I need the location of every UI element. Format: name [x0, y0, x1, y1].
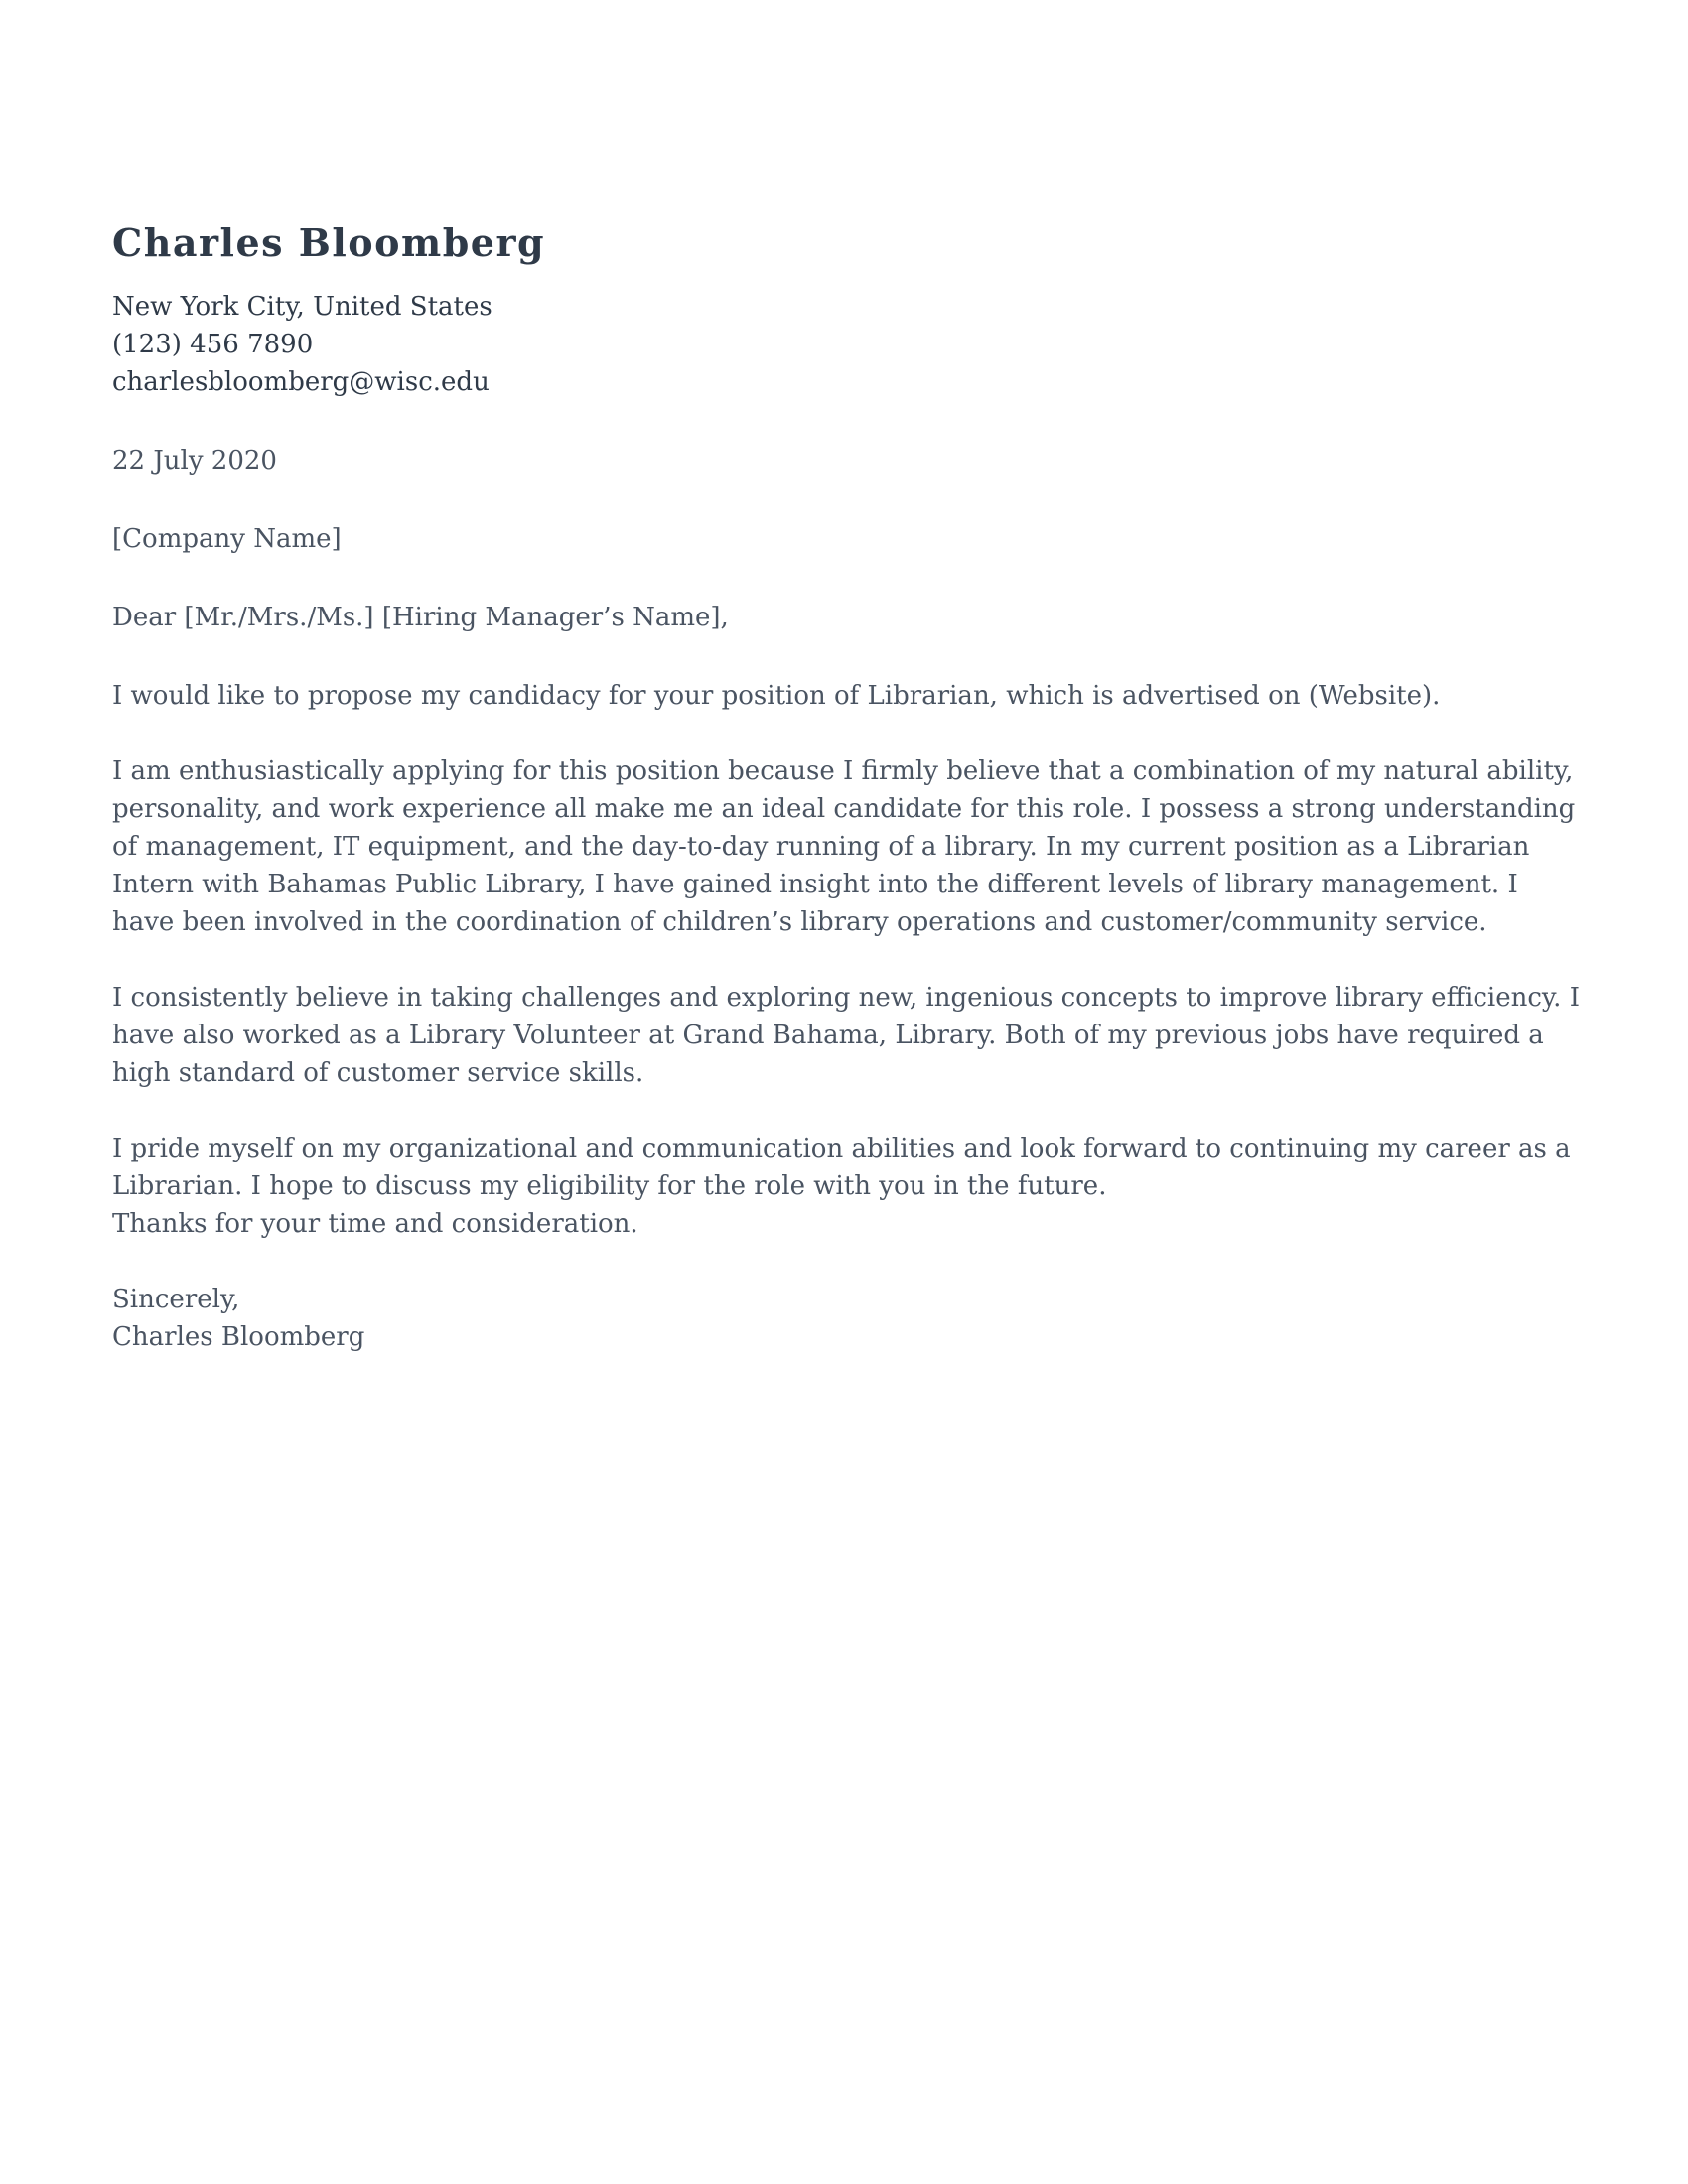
- sender-location: New York City, United States: [112, 292, 492, 322]
- sender-email: charlesbloomberg@wisc.edu: [112, 367, 490, 397]
- body-paragraph-1: I would like to propose my candidacy for your position of Librarian, which is advertised on (Website).: [112, 681, 1441, 711]
- company-name: [Company Name]: [112, 524, 342, 554]
- body-paragraph-3: I consistently believe in taking challenges and exploring new, ingenious concepts to improve library efficiency. I have also worked as a Library Volunteer at Grand Bahama, Library. Both of my previous jobs have required a high standard of customer service skills.: [112, 983, 1580, 1088]
- cover-letter: [112, 216, 1582, 1356]
- closing-signature: Charles Bloomberg: [112, 1322, 365, 1352]
- salutation: Dear [Mr./Mrs./Ms.] [Hiring Manager’s Name],: [112, 603, 729, 632]
- sender-name: Charles Bloomberg: [112, 220, 546, 265]
- letter-date: 22 July 2020: [112, 446, 277, 476]
- body-paragraph-5: Thanks for your time and consideration.: [112, 1209, 638, 1239]
- closing-signoff: Sincerely,: [112, 1285, 240, 1314]
- body-paragraph-2: I am enthusiastically applying for this position because I firmly believe that a combination of my natural ability, personality, and work experience all make me an ideal candidate for this role. I possess a strong understanding of management, IT equipment, and the day-to-day running of a library. In my current position as a Librarian Intern with Bahamas Public Library, I have gained insight into the different levels of library management. I have been involved in the coordination of children’s library operations and customer/community service.: [112, 756, 1576, 937]
- body-paragraph-4: I pride myself on my organizational and communication abilities and look forward to continuing my career as a Librarian. I hope to discuss my eligibility for the role with you in the future.: [112, 1134, 1571, 1201]
- sender-phone: (123) 456 7890: [112, 330, 314, 359]
